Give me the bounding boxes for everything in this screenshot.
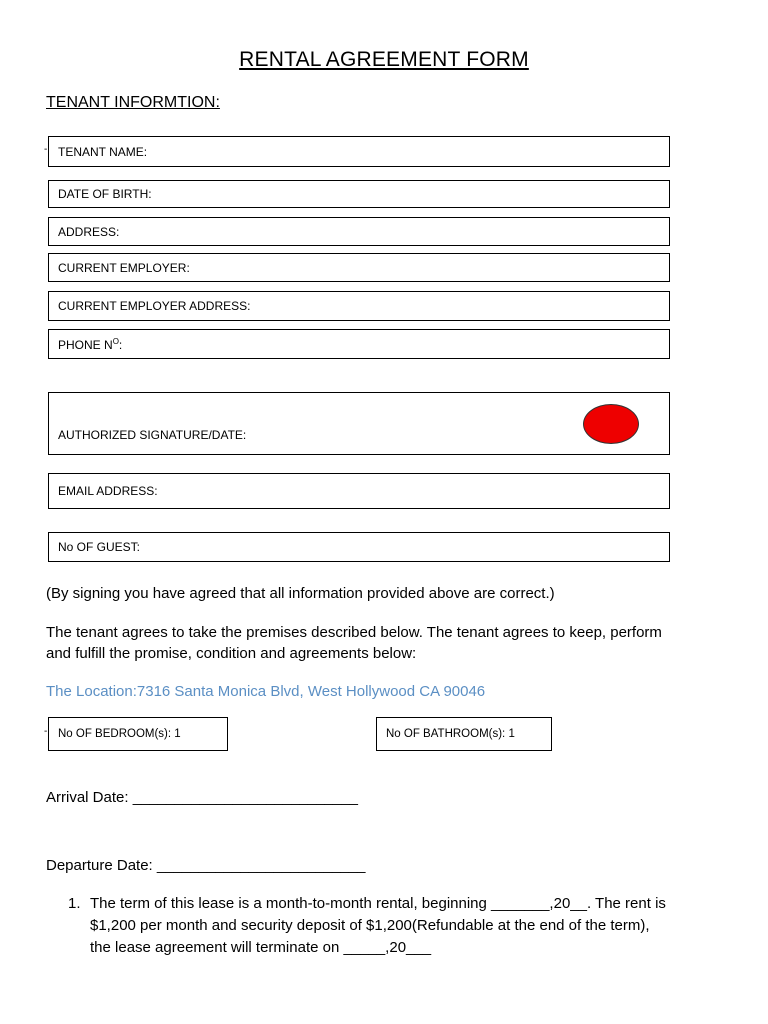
stray-mark: - — [44, 726, 48, 737]
agreement-note: (By signing you have agreed that all information provided above are correct.) — [46, 585, 555, 602]
departure-date-line[interactable]: Departure Date: _________________________ — [46, 857, 366, 874]
bedrooms-label: No OF BEDROOM(s): 1 — [58, 728, 181, 740]
phone-number-field[interactable] — [48, 329, 670, 359]
section-heading-tenant-information: TENANT INFORMTION: — [46, 94, 220, 111]
agreement-paragraph-line-2: and fulfill the promise, condition and agreements below: — [46, 645, 417, 662]
current-employer-label: CURRENT EMPLOYER: — [58, 260, 190, 275]
tenant-name-label: TENANT NAME: — [58, 144, 148, 159]
address-field[interactable] — [48, 217, 670, 246]
email-address-field[interactable] — [48, 473, 670, 509]
phone-number-label — [58, 337, 122, 352]
current-employer-address-label: CURRENT EMPLOYER ADDRESS: — [58, 299, 251, 313]
current-employer-field[interactable] — [48, 253, 670, 282]
agreement-paragraph-line-1: The tenant agrees to take the premises described below. The tenant agrees to keep, perform — [46, 624, 662, 641]
bathrooms-label: No OF BATHROOM(s): 1 — [386, 728, 515, 740]
current-employer-address-field[interactable] — [48, 291, 670, 321]
lease-term-line-1: The term of this lease is a month-to-month rental, beginning _______,20__. The rent is — [90, 895, 666, 912]
bedrooms-field[interactable] — [48, 717, 228, 751]
email-address-label: EMAIL ADDRESS: — [58, 484, 158, 498]
lease-term-text — [90, 893, 730, 959]
lease-term-number: 1. — [68, 895, 81, 912]
bathrooms-field[interactable] — [376, 717, 552, 751]
address-label: ADDRESS: — [58, 224, 120, 239]
location-text: The Location:7316 Santa Monica Blvd, West Hollywood CA 90046 — [46, 683, 486, 700]
document-title: RENTAL AGREEMENT FORM — [239, 48, 529, 71]
phone-label-suffix: : — [118, 337, 123, 352]
stray-mark: - — [44, 144, 48, 155]
authorized-signature-field[interactable] — [48, 392, 670, 455]
authorized-signature-label: AUTHORIZED SIGNATURE/DATE: — [58, 427, 247, 442]
red-seal-stamp — [583, 404, 639, 444]
phone-label-prefix: PHONE N — [58, 337, 113, 352]
phone-label-superscript: O — [112, 336, 119, 346]
no-of-guest-label: No OF GUEST: — [58, 540, 141, 554]
date-of-birth-label: DATE OF BIRTH: — [58, 187, 152, 201]
lease-term-line-2: $1,200 per month and security deposit of $1,200(Refundable at the end of the term), — [90, 917, 650, 934]
date-of-birth-field[interactable] — [48, 180, 670, 208]
arrival-date-line[interactable]: Arrival Date: ___________________________ — [46, 789, 358, 806]
no-of-guest-field[interactable] — [48, 532, 670, 562]
tenant-name-field[interactable] — [48, 136, 670, 167]
lease-term-line-3: the lease agreement will terminate on _____,20___ — [90, 939, 432, 956]
